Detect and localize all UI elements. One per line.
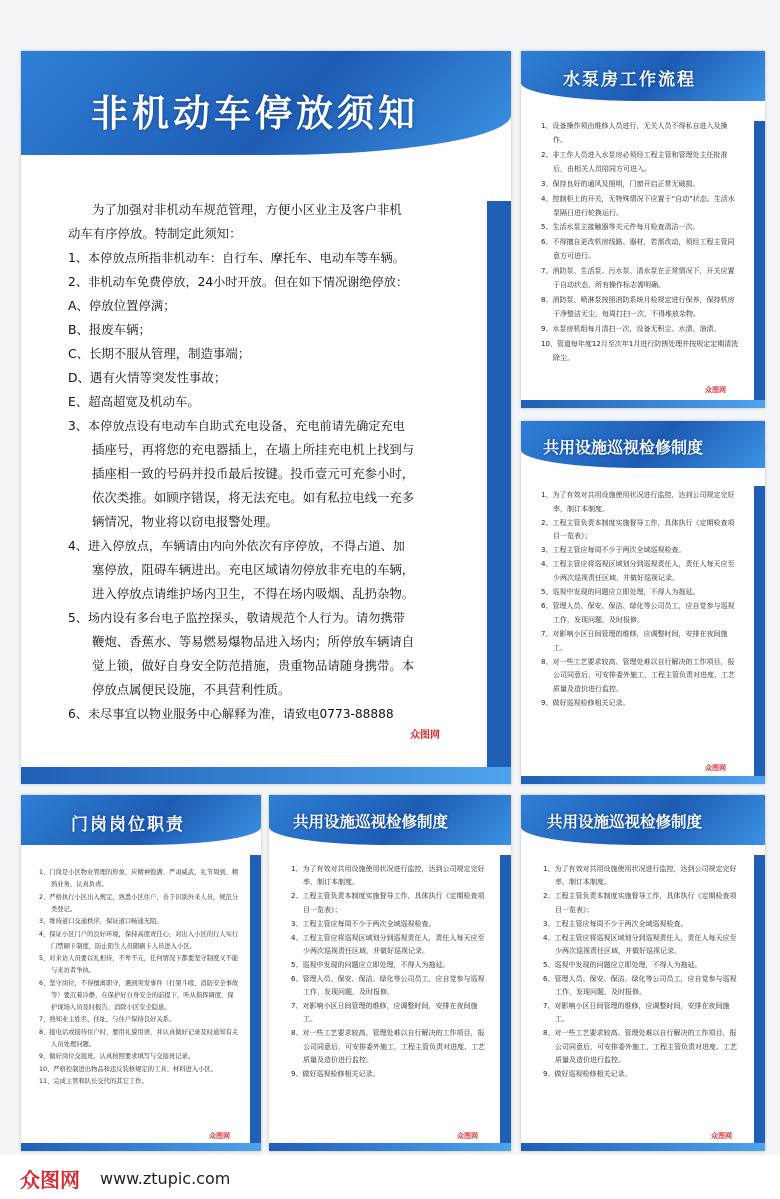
list-item: 1、设备操作须由维修人员进行，无关人员不得私自进入及操作。: [541, 122, 728, 145]
list-item: 6、不得擅自更改机房线路、器材，若需改动，须经工程主管同意方可进行。: [541, 238, 735, 261]
body-line: A、停放位置停满；: [68, 298, 176, 313]
pump-room-panel: [521, 51, 765, 408]
list-item: 7、消防泵、生活泵、污水泵、清水泵在正常情况下，开关应置于自动状态，所有操作标志需明确。: [541, 267, 735, 290]
body-line: 4、进入停放点，车辆请由内向外依次有序停放，不得占道、加: [68, 539, 405, 553]
list-item: 6、管理人员、保安、保洁、绿化等公司员工，应自觉参与巡视工作，发现问题，及时报修。: [291, 974, 485, 997]
body-line: 6、未尽事宜以物业服务中心解释为准，请致电0773-88888: [68, 707, 394, 721]
list-item: 7、对影响小区日间管理的维修，应调整时间，安排在夜间施工。: [291, 1002, 478, 1024]
list-item: 3、工程主管应每周不少于两次全域巡视检查。: [291, 919, 436, 928]
pump-title: 水泵房工作流程: [563, 70, 696, 90]
guard-title: 门岗岗位职责: [71, 815, 185, 835]
list-item: 11、完成主管和队长交代的其它工作。: [39, 1078, 148, 1085]
pump-right-accent: [754, 121, 765, 408]
body-line: 鞭炮、香蕉水、等易燃易爆物品进入场内；所停放车辆请自: [92, 634, 415, 649]
list-item: 5、生活水泵主接触器等关元件每月检查清洁一次。: [541, 223, 700, 232]
body-line: 停放点属便民设施，不具营利性质。: [92, 682, 291, 697]
list-item: 1、门岗是小区物业管理的形象，应精神饱满、严肃威武、礼节周到、精熟业务，认真负责。: [39, 869, 239, 888]
inspection-bottom-accent: [269, 1143, 511, 1151]
list-item: 4、工程主管应将巡视区域划分到巡视责任人，责任人每天应至少两次巡视责任区域，并做好巡视记录。: [541, 560, 735, 583]
list-item: 7、对影响小区日间管理的维修，应调整时间，安排在夜间施工。: [541, 629, 728, 652]
watermark-logo: 众图网: [410, 730, 440, 741]
list-item: 4、工程主管应将巡视区域划分到巡视责任人，责任人每天应至少两次巡视责任区域，并做好巡视记录。: [291, 933, 485, 955]
body-line: 1、本停放点所指非机动车：自行车、摩托车、电动车等车辆。: [68, 251, 405, 265]
inspection-list: [291, 863, 487, 1082]
body-line: 进入停放点请维护场内卫生，不得在场内吸烟、乱扔杂物。: [92, 586, 415, 601]
list-item: 2、工程主管负责本制度实施督导工作，具体执行《定期检查项目一览表》；: [291, 892, 485, 914]
inspection-panel-2: [269, 795, 511, 1151]
body-line: 3、本停放点设有电动车自助式充电设备，充电前请先确定充电: [68, 419, 405, 433]
list-item: 8、对一些工艺要求较高、管理处难以自行解决的工作项目，报公司同意后，可安排委外施工，工程主管负责对进度、工艺质量及造价进行监控。: [291, 1029, 485, 1065]
pump-bottom-accent: [521, 400, 765, 408]
site-logo[interactable]: 众图网: [20, 1168, 80, 1192]
body-line: 2、非机动车免费停放，24小时开放。但在如下情况谢绝停放：: [68, 275, 409, 289]
list-item: 6、管理人员、保安、保洁、绿化等公司员工，应自觉参与巡视工作，发现问题，及时报修。: [541, 602, 735, 624]
list-item: 3、工程主管应每周不少于两次全域巡视检查。: [543, 919, 688, 928]
list-item: 10、严格控制进出物品和违反装修规定的工具、材料进入小区。: [39, 1065, 218, 1073]
list-item: 3、保持良好的通风及照明，门窗开启正常无破损。: [541, 179, 700, 188]
inspection-right-accent: [500, 855, 511, 1151]
list-item: 6、管理人员、保安、保洁、绿化等公司员工，应自觉参与巡视工作，发现问题，及时报修。: [543, 974, 737, 997]
list-item: 4、控制柜上的开关，无特殊情况下应置于“自动”状态。生活水泵隔日进行轮换运行。: [541, 194, 735, 217]
list-item: 10、管道每年度12月至次年1月进行防锈处理并按规定定期清洗除尘。: [541, 339, 739, 362]
main-title: 非机动车停放须知: [91, 92, 419, 135]
body-line: 辆情况，物业将以窃电报警处理。: [92, 514, 278, 529]
inspection-panel-1: [521, 421, 765, 784]
body-line: 5、场内设有多台电子监控探头，敬请规范个人行为。请勿携带: [68, 611, 405, 625]
list-item: 5、对来访人员要以礼相待，不卑不亢，任何情况下都要坚守制度又不能与来访者争执。: [39, 955, 239, 974]
list-item: 2、非工作人员进入水泵房必须经工程主管和管理处主任批准后，由相关人员陪同方可进入。: [541, 150, 728, 174]
inspection-title: 共用设施巡视检修制度: [543, 438, 704, 457]
list-item: 8、消防泵、喷淋泵按照消防系统月检规定进行保养，保持机房干净整洁无尘，每周打扫一次，不得堆放杂物。: [541, 295, 735, 319]
list-item: 8、接电话或接待住户时，要用礼貌用语，并认真做好记录及时通知有关人员处理问题。: [39, 1028, 239, 1048]
watermark-logo: 众图网: [711, 1132, 732, 1140]
list-item: 9、做好岗位交接班，认真按照要求填写与交接班记录。: [39, 1053, 195, 1060]
guard-list: [39, 867, 239, 1089]
body-line: E、超高超宽及机动车。: [68, 394, 200, 409]
inspection-bottom-accent: [521, 776, 765, 784]
main-right-accent: [487, 201, 511, 784]
list-item: 6、坚守岗位，不得擅离职守，遇到突发事件（打架斗殴、消防安全事故等）要沉着冷静，在保护好自身安全的前提下，听从指挥调度，保护现场人员及时报告、消除小区安全隐患。: [39, 979, 239, 1011]
inspection-right-accent: [754, 486, 765, 784]
list-item: 1、为了有效对共用设施使用状况进行监控，达到公司规定完好率，制订本制度。: [541, 491, 735, 513]
body-line: B、报废车辆；: [68, 322, 151, 337]
body-line: 插座相一致的号码并投币最后按键。投币壹元可充参小时，: [92, 466, 415, 481]
list-item: 9、做好巡视检修相关记录。: [541, 698, 630, 707]
body-line: 塞停放，阻碍车辆进出。充电区域请勿停放非充电的车辆，: [92, 562, 415, 577]
body-line: 插座号，再将您的充电器插上，在墙上所挂充电机上找到与: [92, 442, 415, 457]
list-item: 2、工程主管负责本制度实施督导工作，具体执行《定期检查项目一览表》；: [541, 518, 735, 541]
list-item: 2、严格执行小区出入规定，熟悉小区住户，善于识别外来人员，规范分类登记。: [39, 893, 239, 913]
list-item: 8、对一些工艺要求较高、管理处难以自行解决的工作项目，报公司同意后，可安排委外施工，工程主管负责对进度、工艺质量及造价进行监控。: [541, 657, 735, 693]
list-item: 3、工程主管应每周不少于两次全域巡视检查。: [541, 546, 686, 555]
watermark-logo: 众图网: [209, 1132, 230, 1140]
site-url[interactable]: www.ztupic.com: [100, 1169, 231, 1188]
inspection-list: [541, 489, 739, 711]
list-item: 2、工程主管负责本制度实施督导工作，具体执行《定期检查项目一览表》；: [543, 892, 737, 914]
body-line: 为了加强对非机动车规范管理，方便小区业主及客户非机: [92, 202, 402, 217]
inspection-title: 共用设施巡视检修制度: [293, 813, 449, 831]
list-item: 4、保证小区门户的良好环境，保持高度责任心，对出入小区的行人实行门禁刷卡制度，防止陌生人员随刷卡人员进入小区。: [39, 930, 239, 950]
guard-right-accent: [250, 855, 261, 1151]
list-item: 1、为了有效对共用设施使用状况进行监控，达到公司规定完好率，制订本制度。: [543, 865, 737, 887]
list-item: 7、对影响小区日间管理的维修，应调整时间，安排在夜间施工。: [543, 1002, 730, 1024]
body-line: 觉上锁，做好自身安全防范措施，贵重物品请随身携带。本: [92, 658, 415, 673]
list-item: 7、熟知业主姓名、住址，与住户保持良好关系。: [39, 1016, 176, 1023]
list-item: 9、水泵房机组每月清扫一次，设备无积尘、水渍、油渍。: [541, 324, 721, 333]
list-item: 8、对一些工艺要求较高、管理处难以自行解决的工作项目，报公司同意后，可安排委外施工，工程主管负责对进度、工艺质量及造价进行监控。: [543, 1029, 737, 1065]
guard-bottom-accent: [21, 1143, 261, 1151]
list-item: 5、巡视中发现的问题应立即处理，不得人为拖延。: [291, 960, 450, 969]
inspection-right-accent: [754, 855, 765, 1151]
list-item: 5、巡视中发现的问题应立即处理，不得人为拖延。: [541, 588, 700, 597]
pump-list: [541, 119, 739, 365]
guard-duty-panel: [21, 795, 261, 1151]
list-item: 9、做好巡视检修相关记录。: [543, 1070, 632, 1079]
watermark-logo: 众图网: [705, 764, 726, 772]
list-item: 1、为了有效对共用设施使用状况进行监控，达到公司规定完好率，制订本制度。: [291, 865, 485, 887]
body-line: C、长期不服从管理，制造事端；: [68, 346, 251, 361]
main-bottom-accent: [21, 767, 511, 784]
body-line: 依次类推。如顾序错误，将无法充电。如有私拉电线一充多: [92, 490, 415, 505]
body-line: D、遇有火情等突发性事故；: [68, 370, 227, 385]
inspection-panel-3: [521, 795, 765, 1151]
main-body: [68, 198, 460, 726]
list-item: 4、工程主管应将巡视区域划分到巡视责任人，责任人每天应至少两次巡视责任区域，并做好巡视记录。: [543, 933, 737, 955]
inspection-bottom-accent: [521, 1143, 765, 1151]
list-item: 3、维持道口交通秩序，保证道口畅通无阻。: [39, 918, 163, 925]
watermark-logo: 众图网: [705, 386, 726, 394]
watermark-logo: 众图网: [457, 1132, 478, 1140]
list-item: 9、做好巡视检修相关记录。: [291, 1070, 380, 1079]
inspection-list: [543, 863, 741, 1082]
inspection-title: 共用设施巡视检修制度: [547, 813, 703, 831]
body-line: 动车有序停放。特制定此须知：: [68, 226, 242, 241]
list-item: 5、巡视中发现的问题应立即处理，不得人为拖延。: [543, 960, 702, 969]
